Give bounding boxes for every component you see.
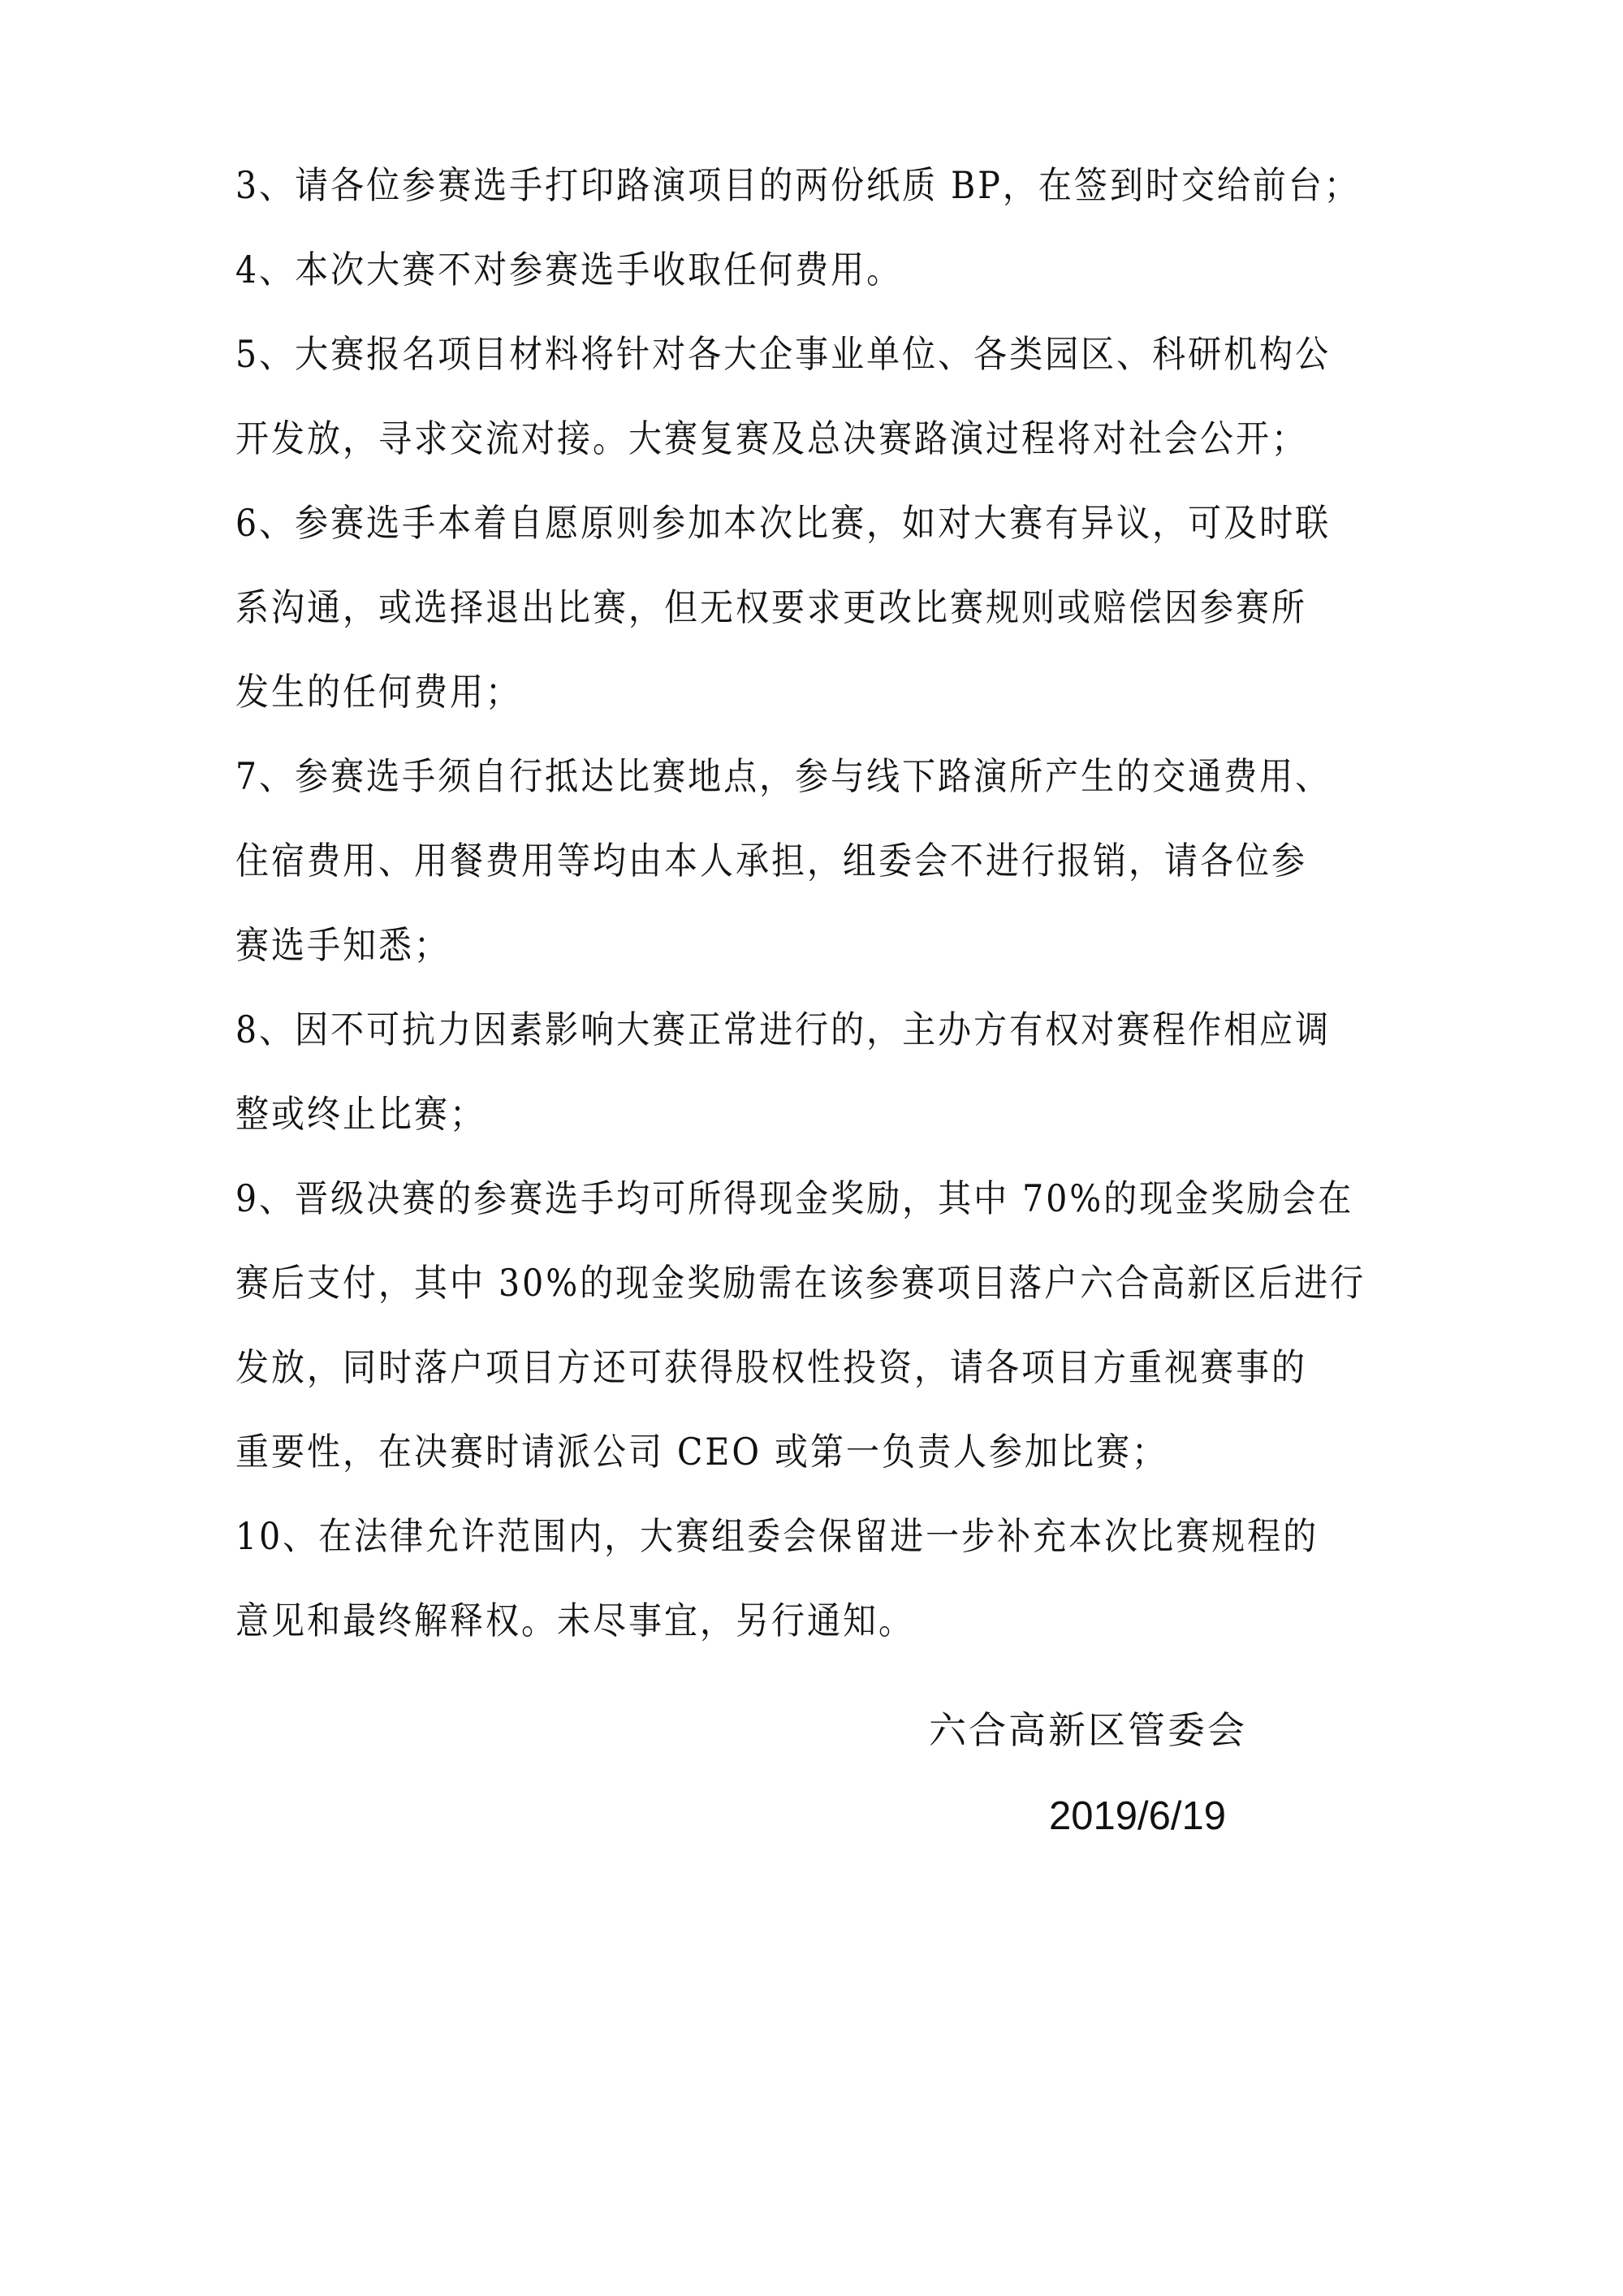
rule-6-line-3: 发生的任何费用； bbox=[235, 670, 521, 714]
rule-3-line-1: 3、请各位参赛选手打印路演项目的两份纸质 BP，在签到时交给前台； bbox=[235, 163, 1360, 208]
rule-9-line-2: 赛后支付，其中 30%的现金奖励需在该参赛项目落户六合高新区后进行 bbox=[235, 1261, 1366, 1306]
rule-9-line-1: 9、晋级决赛的参赛选手均可所得现金奖励，其中 70%的现金奖励会在 bbox=[235, 1176, 1354, 1221]
rule-7-line-3: 赛选手知悉； bbox=[235, 923, 450, 968]
rule-7-line-2: 住宿费用、用餐费用等均由本人承担，组委会不进行报销，请各位参 bbox=[235, 839, 1307, 883]
rules-body bbox=[235, 163, 1405, 1686]
issue-date: 2019/6/19 bbox=[1049, 1794, 1226, 1838]
rule-6-line-1: 6、参赛选手本着自愿原则参加本次比赛，如对大赛有异议，可及时联 bbox=[235, 501, 1332, 546]
rule-10-line-2: 意见和最终解释权。未尽事宜，另行通知。 bbox=[235, 1599, 914, 1643]
rule-5-line-1: 5、大赛报名项目材料将针对各大企事业单位、各类园区、科研机构公 bbox=[235, 332, 1332, 377]
rule-7-line-1: 7、参赛选手须自行抵达比赛地点，参与线下路演所产生的交通费用、 bbox=[235, 754, 1332, 799]
rule-9-line-3: 发放，同时落户项目方还可获得股权性投资，请各项目方重视赛事的 bbox=[235, 1345, 1307, 1390]
rule-5-line-2: 开发放，寻求交流对接。大赛复赛及总决赛路演过程将对社会公开； bbox=[235, 416, 1307, 461]
rule-10-line-1: 10、在法律允许范围内，大赛组委会保留进一步补充本次比赛规程的 bbox=[235, 1514, 1319, 1559]
issuer-signature: 六合高新区管委会 bbox=[929, 1708, 1247, 1752]
rule-4-line-1: 4、本次大赛不对参赛选手收取任何费用。 bbox=[235, 248, 903, 292]
rule-6-line-2: 系沟通，或选择退出比赛，但无权要求更改比赛规则或赔偿因参赛所 bbox=[235, 585, 1307, 630]
rule-9-line-4: 重要性，在决赛时请派公司 CEO 或第一负责人参加比赛； bbox=[235, 1430, 1168, 1474]
rule-8-line-2: 整或终止比赛； bbox=[235, 1092, 486, 1137]
rule-8-line-1: 8、因不可抗力因素影响大赛正常进行的，主办方有权对赛程作相应调 bbox=[235, 1008, 1332, 1052]
